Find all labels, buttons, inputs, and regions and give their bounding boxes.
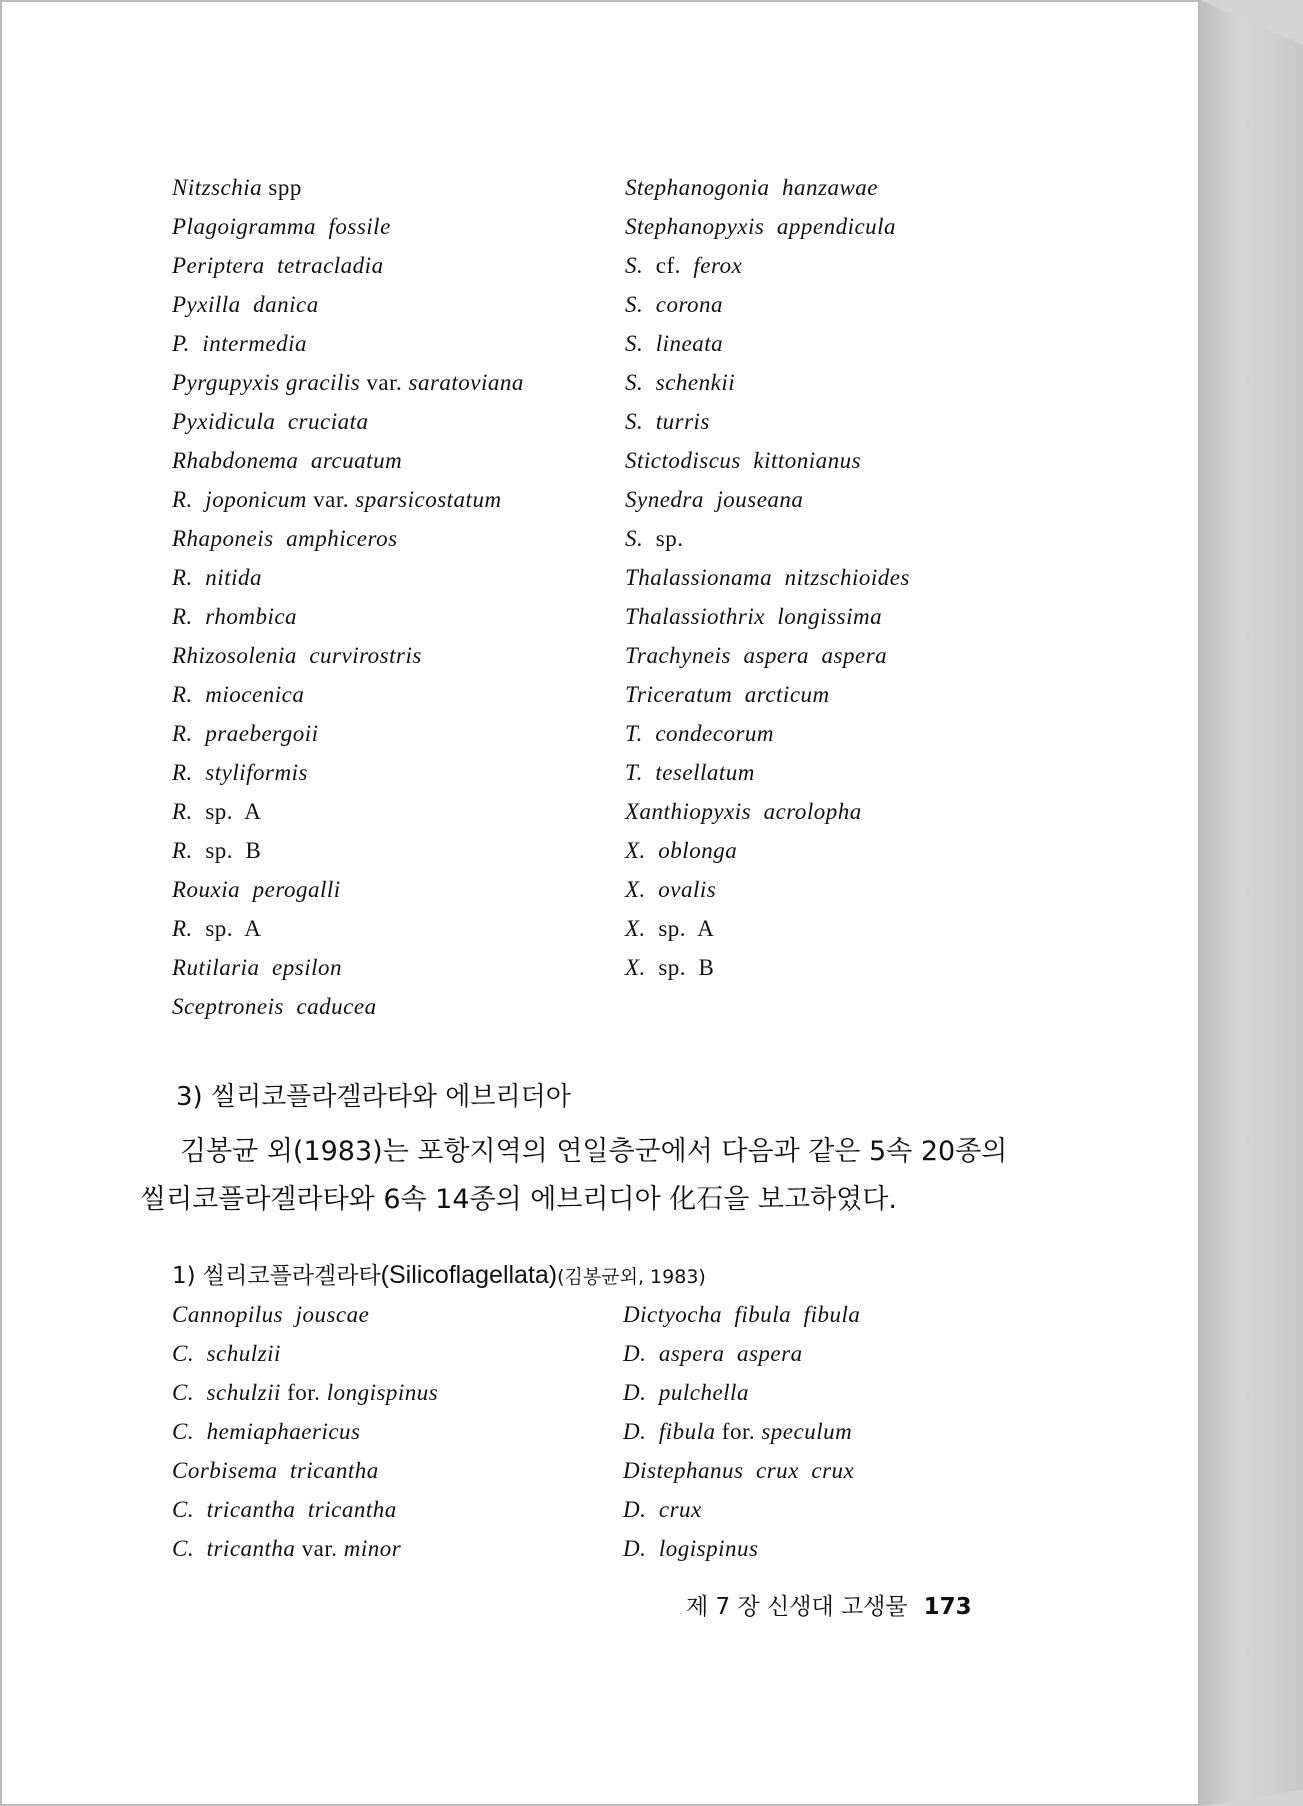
taxon-name: T. condecorum	[625, 721, 775, 746]
species-entry	[172, 285, 524, 324]
species-entry	[625, 870, 910, 909]
taxon-name: T. tesellatum	[625, 760, 755, 785]
taxon-name: C. tricantha tricantha	[172, 1497, 397, 1522]
taxon-qualifier: var.	[295, 1536, 344, 1561]
taxon-name: Rutilaria epsilon	[172, 955, 342, 980]
species-entry	[625, 246, 910, 285]
taxon-name: Corbisema tricantha	[172, 1458, 379, 1483]
species-entry	[625, 168, 910, 207]
species-list-left	[172, 168, 524, 1026]
book-spine-edge	[1200, 0, 1303, 1806]
taxon-name: C. schulzii	[172, 1380, 281, 1405]
taxon-name: Dictyocha fibula fibula	[623, 1302, 861, 1327]
species-entry	[623, 1334, 860, 1373]
species-entry	[172, 948, 524, 987]
taxon-epithet: sparsicostatum	[355, 487, 502, 512]
taxon-name: S. turris	[625, 409, 710, 434]
species-entry	[625, 324, 910, 363]
body-paragraph: 김봉균 외(1983)는 포항지역의 연일층군에서 다음과 같은 5속 20종의 씰리코플라겔라타와 6속 14종의 에브리디아 化石을 보고하였다.	[140, 1136, 1008, 1215]
taxon-qualifier: sp. A	[645, 916, 715, 941]
species-entry	[625, 675, 910, 714]
taxon-name: Xanthiopyxis acrolopha	[625, 799, 862, 824]
species-entry	[172, 363, 524, 402]
species-entry	[625, 519, 910, 558]
species-entry	[172, 324, 524, 363]
taxon-qualifier: sp. A	[192, 799, 262, 824]
species-entry	[172, 792, 524, 831]
taxon-qualifier: sp.	[643, 526, 684, 551]
species-entry	[625, 207, 910, 246]
taxon-name: Pyxilla danica	[172, 292, 319, 317]
species-entry	[172, 870, 524, 909]
species-entry	[172, 1490, 438, 1529]
species-entry	[625, 558, 910, 597]
taxon-name: X.	[625, 955, 646, 980]
taxon-epithet: longispinus	[326, 1380, 439, 1405]
taxon-name: R.	[172, 799, 193, 824]
species-entry	[172, 636, 524, 675]
species-entry	[172, 480, 524, 519]
taxon-name: Periptera tetracladia	[172, 253, 384, 278]
taxon-name: Trachyneis aspera aspera	[625, 643, 888, 668]
taxon-qualifier: var.	[306, 487, 356, 512]
species-entry	[172, 1295, 438, 1334]
taxon-name: D. crux	[623, 1497, 702, 1522]
taxon-epithet: speculum	[761, 1419, 853, 1444]
species-entry	[625, 402, 910, 441]
species-entry	[625, 753, 910, 792]
taxon-name: X. oblonga	[625, 838, 738, 863]
taxon-name: S. corona	[625, 292, 724, 317]
species-entry	[625, 948, 910, 987]
species-entry	[625, 714, 910, 753]
taxon-name: R. joponicum	[172, 487, 307, 512]
page-footer	[686, 1588, 972, 1621]
taxon-name: Plagoigramma fossile	[172, 214, 391, 239]
taxon-name: S. lineata	[625, 331, 724, 356]
taxon-name: D. aspera aspera	[623, 1341, 803, 1366]
taxon-name: Pyxidicula cruciata	[172, 409, 369, 434]
species-entry	[172, 168, 524, 207]
taxon-name: C. tricantha	[172, 1536, 296, 1561]
taxon-name: S. schenkii	[625, 370, 736, 395]
species-entry	[625, 792, 910, 831]
subsection-number-title: 1) 씰리코플라겔라타	[172, 1263, 381, 1289]
taxon-name: R.	[172, 838, 193, 863]
section-heading: 3) 씰리코플라겔라타와 에브리더아	[176, 1082, 571, 1112]
species-entry	[172, 246, 524, 285]
taxon-name: R.	[172, 916, 193, 941]
species-list-right	[625, 168, 910, 987]
taxon-name: X.	[625, 916, 646, 941]
taxon-qualifier: cf.	[643, 253, 694, 278]
taxon-name: Pyrgupyxis gracilis	[172, 370, 361, 395]
taxon-epithet: saratoviana	[408, 370, 524, 395]
taxon-qualifier: for.	[280, 1380, 327, 1405]
taxon-name: R. miocenica	[172, 682, 305, 707]
taxon-name: C. hemiaphaericus	[172, 1419, 361, 1444]
species-entry	[172, 441, 524, 480]
taxon-name: D. logispinus	[623, 1536, 759, 1561]
species-entry	[172, 1334, 438, 1373]
taxon-qualifier: var.	[360, 370, 409, 395]
taxon-name: Stephanogonia hanzawae	[625, 175, 878, 200]
taxon-qualifier: sp. B	[192, 838, 262, 863]
taxon-name: R. styliformis	[172, 760, 308, 785]
chapter-title: 제 7 장 신생대 고생물	[686, 1594, 908, 1620]
taxon-name: X. ovalis	[625, 877, 717, 902]
taxon-name: Stictodiscus kittonianus	[625, 448, 862, 473]
taxon-name: R. nitida	[172, 565, 262, 590]
taxon-name: D. pulchella	[623, 1380, 749, 1405]
species-entry	[172, 1451, 438, 1490]
subsection-citation: (김봉균외, 1983)	[557, 1266, 706, 1288]
species-entry	[623, 1295, 860, 1334]
taxon-name: S.	[625, 253, 644, 278]
taxon-name: Rouxia perogalli	[172, 877, 341, 902]
species-entry	[623, 1373, 860, 1412]
taxon-qualifier: for.	[715, 1419, 762, 1444]
taxon-name: Rhaponeis amphiceros	[172, 526, 398, 551]
species-entry	[172, 597, 524, 636]
taxon-name: Stephanopyxis appendicula	[625, 214, 897, 239]
taxon-name: Rhabdonema arcuatum	[172, 448, 403, 473]
species-entry	[172, 675, 524, 714]
species-entry	[623, 1412, 860, 1451]
species-entry	[623, 1490, 860, 1529]
species-entry	[172, 1529, 438, 1568]
species-entry	[623, 1451, 860, 1490]
species-entry	[172, 1412, 438, 1451]
silicoflagellata-list-right	[623, 1295, 860, 1568]
taxon-name: Thalassiothrix longissima	[625, 604, 883, 629]
taxon-name: Triceratum arcticum	[625, 682, 830, 707]
species-entry	[172, 207, 524, 246]
species-entry	[172, 402, 524, 441]
taxon-qualifier: sp. B	[645, 955, 715, 980]
taxon-name: Distephanus crux crux	[623, 1458, 855, 1483]
taxon-name: Rhizosolenia curvirostris	[172, 643, 422, 668]
subsection-latin-name: (Silicoflagellata)	[380, 1261, 558, 1289]
species-entry	[623, 1529, 860, 1568]
taxon-name: D. fibula	[623, 1419, 716, 1444]
species-entry	[625, 909, 910, 948]
species-entry	[625, 831, 910, 870]
species-entry	[625, 597, 910, 636]
silicoflagellata-list-left	[172, 1295, 438, 1568]
taxon-epithet: minor	[343, 1536, 402, 1561]
species-entry	[625, 480, 910, 519]
taxon-name: Nitzschia	[172, 175, 263, 200]
taxon-name: Sceptroneis caducea	[172, 994, 377, 1019]
species-entry	[625, 363, 910, 402]
taxon-name: C. schulzii	[172, 1341, 281, 1366]
species-entry	[625, 636, 910, 675]
species-entry	[172, 519, 524, 558]
species-entry	[172, 987, 524, 1026]
taxon-qualifier: sp. A	[192, 916, 262, 941]
species-entry	[172, 1373, 438, 1412]
species-entry	[172, 831, 524, 870]
taxon-qualifier: spp	[262, 175, 302, 200]
subsection-heading	[172, 1257, 706, 1290]
taxon-name: Thalassionama nitzschioides	[625, 565, 910, 590]
species-entry	[625, 441, 910, 480]
taxon-name: Synedra jouseana	[625, 487, 804, 512]
species-entry	[172, 558, 524, 597]
taxon-name: Cannopilus jouscae	[172, 1302, 370, 1327]
taxon-name: R. rhombica	[172, 604, 298, 629]
page-number: 173	[923, 1594, 972, 1620]
taxon-name: R. praebergoii	[172, 721, 319, 746]
species-entry	[172, 753, 524, 792]
species-entry	[625, 285, 910, 324]
species-entry	[172, 714, 524, 753]
species-entry	[172, 909, 524, 948]
taxon-name: S.	[625, 526, 644, 551]
taxon-epithet: ferox	[693, 253, 743, 278]
taxon-name: P. intermedia	[172, 331, 307, 356]
